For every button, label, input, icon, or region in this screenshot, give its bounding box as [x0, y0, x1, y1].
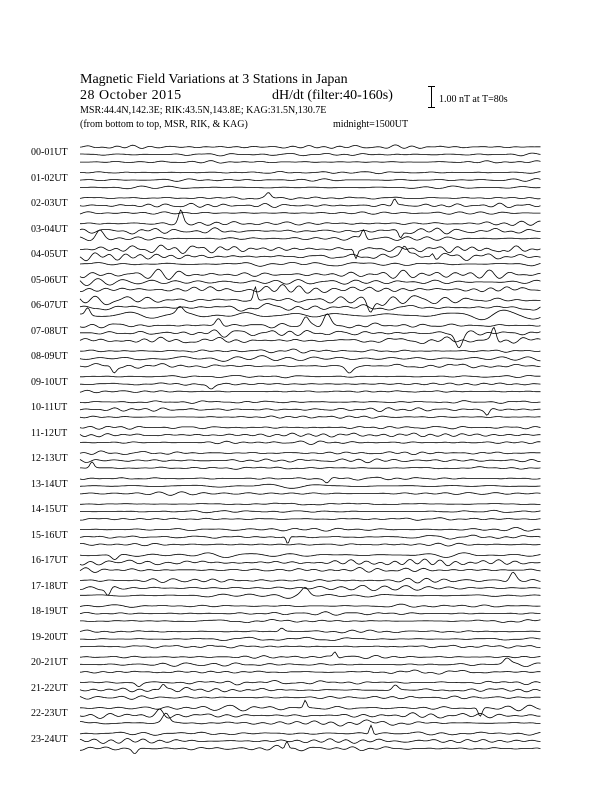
- trace-msr: [80, 696, 541, 700]
- stations-label: MSR:44.4N,142.3E; RIK:43.5N,143.8E; KAG:31.5N,130.7E: [80, 105, 327, 116]
- trace-rik: [80, 199, 541, 208]
- trace-kag: [80, 553, 541, 560]
- trace-kag: [80, 172, 541, 174]
- trace-rik: [80, 356, 541, 362]
- hour-label: 14-15UT: [31, 504, 68, 515]
- trace-kag: [80, 193, 541, 200]
- hour-label: 11-12UT: [31, 427, 68, 439]
- trace-kag: [80, 628, 541, 633]
- trace-rik: [80, 739, 541, 744]
- trace-msr: [80, 285, 541, 294]
- trace-rik: [80, 484, 541, 488]
- hour-label: 21-22UT: [31, 682, 68, 694]
- trace-kag: [80, 503, 541, 505]
- trace-msr: [80, 327, 541, 343]
- hour-label: 09-10UT: [31, 376, 68, 388]
- trace-msr: [80, 492, 541, 496]
- trace-kag: [80, 477, 541, 483]
- trace-kag: [80, 349, 541, 353]
- trace-kag: [80, 375, 541, 377]
- trace-msr: [80, 186, 541, 189]
- hour-label: 19-20UT: [31, 631, 68, 643]
- trace-msr: [80, 713, 541, 726]
- trace-kag: [80, 700, 541, 716]
- trace-rik: [80, 228, 541, 238]
- trace-rik: [80, 304, 541, 312]
- trace-rik: [80, 459, 541, 463]
- trace-msr: [80, 670, 541, 674]
- trace-msr: [80, 568, 541, 573]
- trace-rik: [80, 585, 541, 595]
- hour-label: 13-14UT: [31, 478, 68, 490]
- trace-msr: [80, 212, 541, 214]
- trace-rik: [80, 637, 541, 640]
- hour-label: 01-02UT: [31, 172, 68, 184]
- hour-label: 10-11UT: [31, 402, 68, 413]
- trace-rik: [80, 535, 541, 543]
- hour-label: 17-18UT: [31, 580, 68, 592]
- trace-kag: [80, 681, 541, 687]
- order-label: (from bottom to top, MSR, RIK, & KAG): [80, 119, 248, 130]
- trace-kag: [80, 725, 541, 735]
- trace-msr: [80, 742, 541, 754]
- hour-label: 06-07UT: [31, 300, 68, 311]
- hour-label: 16-17UT: [31, 555, 68, 566]
- trace-kag: [80, 145, 541, 149]
- hour-label: 18-19UT: [31, 606, 68, 617]
- trace-kag: [80, 210, 541, 225]
- trace-kag: [80, 604, 541, 607]
- trace-rik: [80, 279, 541, 286]
- trace-msr: [80, 620, 541, 623]
- trace-rik: [80, 709, 541, 718]
- trace-rik: [80, 179, 541, 182]
- trace-msr: [80, 518, 541, 521]
- hour-label: 03-04UT: [31, 223, 68, 235]
- trace-rik: [80, 433, 541, 437]
- trace-msr: [80, 416, 541, 418]
- hour-label: 05-06UT: [31, 274, 68, 286]
- hour-label: 12-13UT: [31, 453, 68, 464]
- trace-msr: [80, 364, 541, 373]
- hour-label: 04-05UT: [31, 249, 68, 260]
- trace-msr: [80, 161, 541, 164]
- hour-label: 02-03UT: [31, 198, 68, 209]
- trace-msr: [80, 441, 541, 445]
- trace-rik: [80, 408, 541, 415]
- trace-rik: [80, 153, 541, 156]
- hour-label: 08-09UT: [31, 351, 68, 362]
- hour-label: 00-01UT: [31, 147, 68, 158]
- trace-msr: [80, 645, 541, 648]
- trace-rik: [80, 330, 541, 348]
- trace-rik: [80, 510, 541, 512]
- trace-rik: [80, 658, 541, 667]
- trace-kag: [80, 401, 541, 404]
- chart-date: 28 October 2015: [80, 88, 182, 103]
- trace-kag: [80, 572, 541, 583]
- trace-kag: [80, 451, 541, 455]
- hour-label: 22-23UT: [31, 708, 68, 719]
- hour-label: 07-08UT: [31, 325, 68, 337]
- filter-label: dH/dt (filter:40-160s): [272, 88, 393, 103]
- trace-kag: [80, 245, 541, 259]
- trace-msr: [80, 262, 541, 266]
- trace-rik: [80, 559, 541, 566]
- trace-msr: [80, 462, 541, 469]
- hour-label: 23-24UT: [31, 733, 68, 745]
- trace-msr: [80, 390, 541, 392]
- trace-rik: [80, 685, 541, 692]
- scale-label: 1.00 nT at T=80s: [439, 94, 508, 105]
- hour-label: 20-21UT: [31, 657, 68, 668]
- trace-kag: [80, 269, 541, 279]
- chart-title: Magnetic Field Variations at 3 Stations in Japan: [80, 72, 348, 87]
- midnight-label: midnight=1500UT: [333, 119, 409, 130]
- trace-msr: [80, 543, 541, 546]
- trace-rik: [80, 383, 541, 389]
- hour-label: 15-16UT: [31, 529, 68, 541]
- trace-kag: [80, 426, 541, 429]
- trace-kag: [80, 652, 541, 659]
- trace-kag: [80, 528, 541, 532]
- trace-rik: [80, 612, 541, 616]
